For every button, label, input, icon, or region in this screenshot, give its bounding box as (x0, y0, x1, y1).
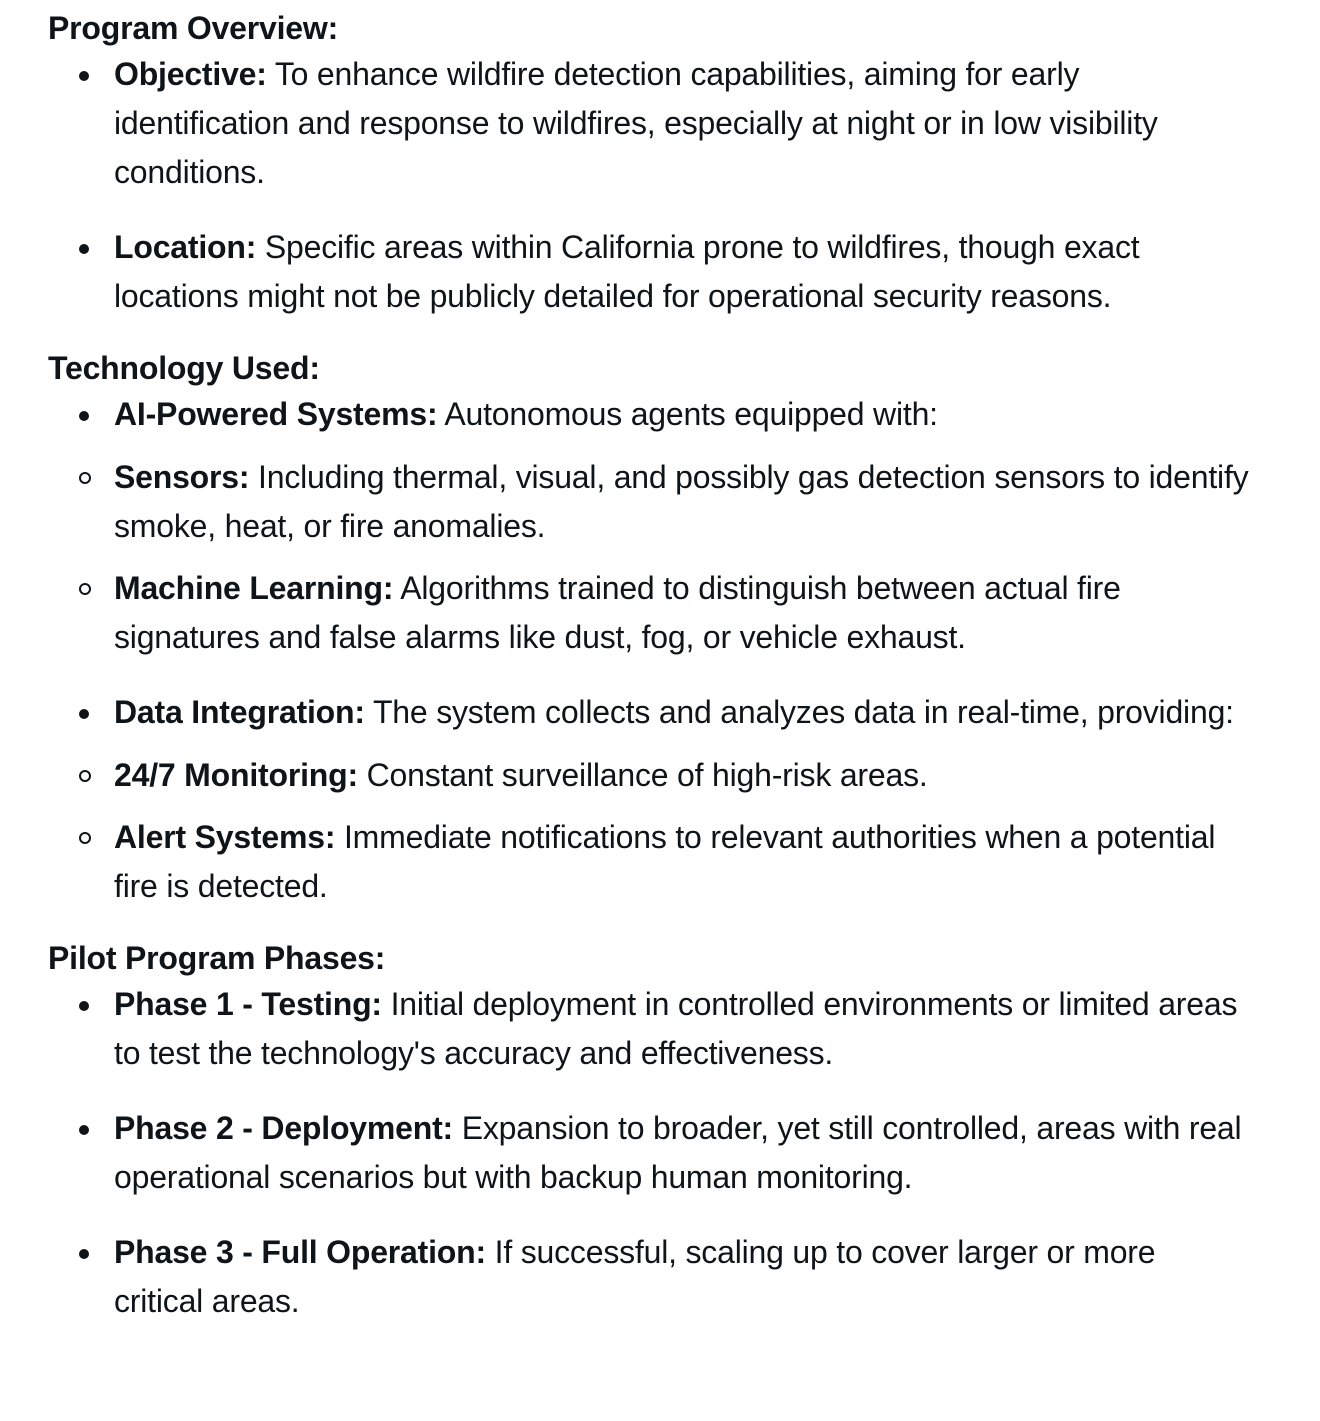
bullet-term: Data Integration: (114, 694, 365, 730)
sub-list-item-sensors (0, 453, 1250, 551)
bullet-term: Phase 2 - Deployment: (114, 1110, 454, 1146)
bullet-text: Expansion to broader, yet still controlled, areas with real operational scenarios but with backup human monitoring. (114, 1110, 1242, 1195)
bullet-term: Machine Learning: (114, 570, 394, 606)
bullet-text: Specific areas within California prone to wildfires, though exact locations might not be publicly detailed for operational security reasons. (114, 229, 1140, 314)
section-heading-technology-used: Technology Used: (48, 350, 320, 386)
list-item-phase-1 (48, 980, 1250, 1078)
list-item-phase-2 (48, 1104, 1250, 1202)
list-item-location (48, 223, 1250, 321)
sub-list-item-monitoring (0, 751, 1250, 800)
list-item-ai-powered-systems (48, 390, 1250, 439)
list-item-data-integration (48, 688, 1250, 737)
bullet-text: If successful, scaling up to cover larger or more critical areas. (114, 1234, 1156, 1319)
bullet-term: Phase 3 - Full Operation: (114, 1234, 486, 1270)
bullet-term: 24/7 Monitoring: (114, 757, 358, 793)
bullet-term: Alert Systems: (114, 819, 336, 855)
bullet-term: AI-Powered Systems: (114, 396, 438, 432)
bullet-text: The system collects and analyzes data in real-time, providing: (364, 694, 1234, 730)
list-item-phase-3 (48, 1228, 1250, 1326)
sub-list-item-machine-learning (0, 564, 1250, 662)
bullet-text: Initial deployment in controlled environments or limited areas to test the technology's accuracy and effectiveness. (114, 986, 1238, 1071)
sub-list-item-alert-systems (0, 813, 1250, 911)
section-heading-program-overview: Program Overview: (48, 10, 339, 46)
bullet-term: Location: (114, 229, 257, 265)
bullet-text: Immediate notifications to relevant authorities when a potential fire is detected. (114, 819, 1216, 904)
section-heading-pilot-program-phases: Pilot Program Phases: (48, 940, 386, 976)
bullet-term: Phase 1 - Testing: (114, 986, 382, 1022)
bullet-text: Autonomous agents equipped with: (437, 396, 938, 432)
bullet-text: Algorithms trained to distinguish between actual fire signatures and false alarms like dust, fog, or vehicle exhaust. (114, 570, 1121, 655)
bullet-text: Constant surveillance of high-risk areas. (357, 757, 928, 793)
list-item-objective (48, 50, 1250, 197)
bullet-text: To enhance wildfire detection capabilities, aiming for early identification and response to wildfires, especially at night or in low visibility conditions. (114, 56, 1158, 190)
bullet-text: Including thermal, visual, and possibly gas detection sensors to identify smoke, heat, or fire anomalies. (114, 459, 1249, 544)
bullet-term: Objective: (114, 56, 267, 92)
bullet-term: Sensors: (114, 459, 250, 495)
